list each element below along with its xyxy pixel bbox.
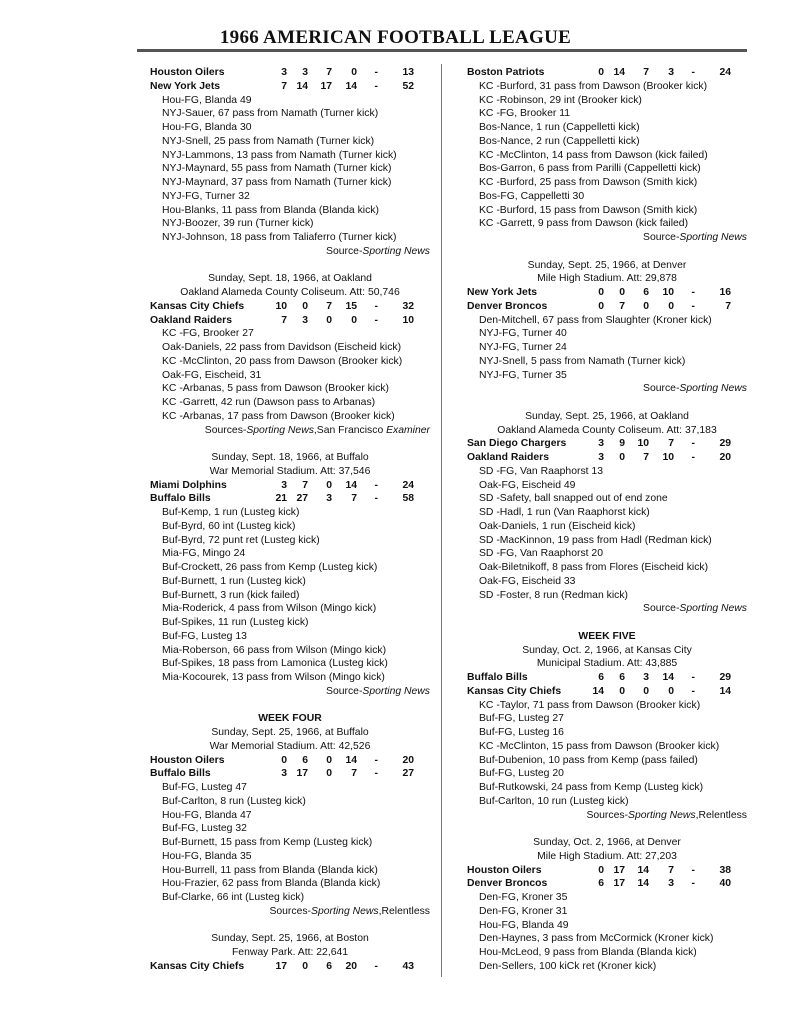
final-score: 43 [402,960,414,972]
scoring-play: KC -FG, Brooker 27 [162,328,254,340]
quarter-score: 3 [668,67,674,78]
team-name: Houston Oilers [150,67,225,78]
score-dash: - [374,960,378,972]
source-prefix: Source- [326,245,363,257]
spacer [467,396,747,410]
scoring-play: Buf-Burnett, 15 pass from Kemp (Lusteg kick) [162,837,373,848]
scoring-play: Buf-Carlton, 10 run (Lusteg kick) [479,795,629,807]
source-publication: Sporting News [679,383,747,395]
quarter-score: 0 [351,314,357,326]
quarter-score: 7 [668,864,674,876]
scoring-play: Hou-FG, Blanda 35 [162,850,252,862]
quarter-score: 3 [326,493,332,505]
scoring-play: Bos-Garron, 6 pass from Parilli (Cappelletti kick) [479,163,701,175]
team-name: Kansas City Chiefs [467,685,562,697]
quarter-score: 7 [326,67,332,78]
scoring-play: KC -Garrett, 9 pass from Dawson (kick failed) [479,218,689,230]
final-score: 16 [719,287,731,298]
quarter-score: 10 [637,438,649,450]
scoring-play: Oak-FG, Eischeid, 31 [162,369,262,381]
quarter-score: 3 [281,768,287,780]
game-info: Sunday, Sept. 25, 1966, at Boston [211,933,369,945]
team-name: Kansas City Chiefs [150,960,245,972]
source-note [467,231,747,245]
quarter-score: 3 [598,452,604,463]
quarter-score: 7 [619,300,625,312]
scoring-play: Mia-Kocourek, 13 pass from Wilson (Mingo kick) [162,672,385,683]
score-line [150,314,430,328]
scoring-play: KC -McClinton, 14 pass from Dawson (kick failed) [479,149,708,161]
final-score: 20 [402,754,414,766]
scoring-play: KC -Garrett, 42 run (Dawson pass to Arbanas) [162,397,376,408]
score-line [150,479,430,493]
scoring-play: Buf-Burnett, 3 run (kick failed) [162,589,300,601]
quarter-score: 15 [345,300,357,312]
team-name: Oakland Raiders [150,314,233,326]
quarter-score: 14 [345,754,357,766]
source-publication: Sporting News [679,232,747,243]
spacer [467,822,747,836]
score-line [467,451,747,465]
spacer [150,259,430,273]
game-info: Sunday, Sept. 25, 1966, at Oakland [525,410,689,422]
source-suffix: ,Relentless [378,905,430,917]
scoring-play: NYJ-FG, Turner 40 [479,328,567,340]
scoring-play: Buf-FG, Lusteg 32 [162,823,247,835]
source-prefix: Source- [643,383,680,395]
game-info: Fenway Park. Att: 22,641 [231,947,349,958]
quarter-score: 7 [351,493,357,505]
scoring-play: Hou-Burrell, 11 pass from Blanda (Blanda kick) [162,864,378,876]
scoring-play: Den-Mitchell, 67 pass from Slaughter (Kroner kick) [479,314,712,326]
quarter-score: 6 [326,960,332,972]
quarter-score: 14 [296,80,308,92]
quarter-score: 3 [643,672,649,683]
quarter-score: 14 [345,479,357,491]
quarter-score: 6 [598,878,604,890]
scoring-play: Hou-Frazier, 62 pass from Blanda (Blanda kick) [162,878,381,890]
quarter-score: 7 [643,452,649,463]
score-dash: - [691,438,695,450]
scoring-play: Mia-Roberson, 66 pass from Wilson (Mingo kick) [162,644,387,656]
scoring-play: KC -McClinton, 20 pass from Dawson (Brooker kick) [162,355,403,367]
source-publication: Sporting News [679,603,747,615]
source-prefix: Sources- [586,809,629,821]
team-name: Buffalo Bills [467,672,528,683]
team-name: Houston Oilers [467,864,542,876]
quarter-score: 0 [643,300,649,312]
quarter-score: 0 [598,300,604,312]
scoring-play: Buf-Crockett, 26 pass from Kemp (Lusteg kick) [162,562,378,573]
quarter-score: 6 [643,287,649,298]
quarter-score: 6 [302,754,308,766]
quarter-score: 7 [326,300,332,312]
source-prefix: Sources- [204,424,247,436]
source-note [467,602,747,616]
quarter-score: 14 [345,80,357,92]
quarter-score: 10 [275,300,287,312]
left-column [150,66,430,974]
spacer [150,919,430,933]
scoring-play: Buf-Byrd, 60 int (Lusteg kick) [162,520,296,532]
quarter-score: 3 [281,479,287,491]
score-line [150,492,430,506]
scoring-play: NYJ-Snell, 25 pass from Namath (Turner kick) [162,135,375,147]
scoring-play: KC -Robinson, 29 int (Brooker kick) [479,94,642,106]
source-note [467,809,747,823]
quarter-score: 6 [619,672,625,683]
scoring-play: NYJ-Maynard, 55 pass from Namath (Turner kick) [162,163,392,175]
quarter-score: 27 [296,493,308,505]
quarter-score: 0 [326,754,332,766]
score-dash: - [374,80,378,92]
score-dash: - [691,287,695,298]
scoring-play: Hou-Blanks, 11 pass from Blanda (Blanda kick) [162,204,379,216]
quarter-score: 0 [326,768,332,780]
score-line [150,767,430,781]
score-line [150,300,430,314]
scoring-play: Buf-FG, Lusteg 47 [162,782,247,793]
final-score: 40 [719,878,731,890]
week-heading: WEEK FOUR [258,713,322,725]
game-info: Oakland Alameda County Coliseum. Att: 37,183 [497,424,717,436]
source-prefix: Sources- [269,905,312,917]
quarter-score: 7 [302,479,308,491]
final-score: 24 [402,479,414,491]
final-score: 10 [402,314,414,326]
final-score: 32 [402,300,414,312]
score-dash: - [691,685,695,697]
game-info: Sunday, Sept. 25, 1966, at Buffalo [211,727,369,738]
scoring-play: Den-FG, Kroner 35 [479,892,568,903]
scoring-play: SD -MacKinnon, 19 pass from Hadl (Redman kick) [479,534,712,546]
scoring-play: NYJ-Sauer, 67 pass from Namath (Turner kick) [162,108,379,120]
quarter-score: 0 [619,452,625,463]
title-rule [137,49,747,52]
spacer [467,616,747,630]
final-score: 14 [719,685,731,697]
quarter-score: 21 [275,493,287,505]
quarter-score: 3 [668,878,674,890]
scoring-play: NYJ-Lammons, 13 pass from Namath (Turner kick) [162,149,397,161]
scoring-play: NYJ-FG, Turner 35 [479,369,567,381]
quarter-score: 7 [668,438,674,450]
quarter-score: 3 [281,67,287,78]
quarter-score: 10 [662,287,674,298]
scoring-play: Oak-FG, Eischeid 33 [479,575,576,587]
scoring-play: Hou-FG, Blanda 30 [162,122,252,133]
week-heading: WEEK FIVE [578,630,636,642]
scoring-play: Buf-Dubenion, 10 pass from Kemp (pass failed) [479,754,698,766]
source-note [150,905,430,919]
scoring-play: NYJ-Snell, 5 pass from Namath (Turner kick) [479,355,686,367]
score-dash: - [691,864,695,876]
team-name: Miami Dolphins [150,479,227,491]
source-note [150,685,430,699]
source-suffix: ,Relentless [695,809,747,821]
quarter-score: 17 [296,768,308,780]
quarter-score: 0 [668,685,674,697]
scoring-play: Bos-FG, Cappelletti 30 [479,190,585,202]
source-note [467,382,747,396]
final-score: 29 [719,438,731,450]
source-prefix: Source- [643,232,680,243]
final-score: 27 [402,768,414,780]
scoring-play: SD -Foster, 8 run (Redman kick) [479,589,628,601]
quarter-score: 17 [613,878,625,890]
scoring-play: Hou-McLeod, 9 pass from Blanda (Blanda kick) [479,947,697,958]
column-divider [441,64,442,977]
scoring-play: SD -Hadl, 1 run (Van Raaphorst kick) [479,507,650,518]
source-prefix: Source- [643,603,680,615]
source-note [150,424,430,438]
team-name: Boston Patriots [467,67,545,78]
quarter-score: 3 [302,67,308,78]
scoring-play: Oak-Daniels, 1 run (Eischeid kick) [479,520,636,532]
team-name: Buffalo Bills [150,493,211,505]
game-info: War Memorial Stadium. Att: 42,526 [209,740,371,752]
scoring-play: Den-Haynes, 3 pass from McCormick (Kroner kick) [479,933,714,945]
team-name: New York Jets [467,287,538,298]
scoring-play: Buf-Rutkowski, 24 pass from Kemp (Lusteg kick) [479,782,704,793]
quarter-score: 0 [351,67,357,78]
score-dash: - [374,67,378,78]
scoring-play: Bos-Nance, 1 run (Cappelletti kick) [479,122,640,133]
final-score: 52 [402,80,414,92]
quarter-score: 17 [613,864,625,876]
score-dash: - [691,878,695,890]
scoring-play: NYJ-FG, Turner 32 [162,190,250,202]
score-line [467,864,747,878]
scoring-play: Den-FG, Kroner 31 [479,905,568,917]
scoring-play: Mia-Roderick, 4 pass from Wilson (Mingo kick) [162,603,377,615]
team-name: Houston Oilers [150,754,225,766]
game-info: Sunday, Sept. 18, 1966, at Oakland [208,273,372,285]
quarter-score: 7 [643,67,649,78]
final-score: 29 [719,672,731,683]
quarter-score: 0 [619,287,625,298]
score-line [467,66,747,80]
scoring-play: Oak-Daniels, 22 pass from Davidson (Eischeid kick) [162,342,402,353]
scoring-play: KC -FG, Brooker 11 [479,108,571,120]
game-info: Sunday, Oct. 2, 1966, at Denver [533,837,681,848]
game-info: Municipal Stadium. Att: 43,885 [536,658,678,670]
scoring-play: KC -McClinton, 15 pass from Dawson (Brooker kick) [479,740,720,752]
source-suffix: ,San Francisco [313,424,387,436]
scoring-play: KC -Arbanas, 5 pass from Dawson (Brooker kick) [162,383,389,395]
team-name: Kansas City Chiefs [150,300,245,312]
source-prefix: Source- [326,685,363,697]
game-info: War Memorial Stadium. Att: 37,546 [209,465,371,477]
score-line [467,671,747,685]
scoring-play: Buf-Spikes, 11 run (Lusteg kick) [162,617,309,628]
score-dash: - [374,754,378,766]
score-dash: - [374,479,378,491]
scoring-play: KC -Arbanas, 17 pass from Dawson (Brooker kick) [162,410,395,422]
scoring-play: Buf-FG, Lusteg 27 [479,713,564,725]
quarter-score: 0 [326,479,332,491]
quarter-score: 7 [281,80,287,92]
scoring-play: Buf-FG, Lusteg 20 [479,768,564,780]
final-score: 7 [725,300,731,312]
quarter-score: 0 [281,754,287,766]
scoring-play: NYJ-Boozer, 39 run (Turner kick) [162,218,314,230]
score-line [467,685,747,699]
scoring-play: NYJ-FG, Turner 24 [479,342,567,353]
quarter-score: 10 [662,452,674,463]
scoring-play: Hou-FG, Blanda 49 [479,919,569,931]
team-name: New York Jets [150,80,221,92]
game-info: Sunday, Sept. 18, 1966, at Buffalo [211,452,369,463]
team-name: San Diego Chargers [467,438,567,450]
quarter-score: 0 [598,287,604,298]
score-line [150,80,430,94]
scoring-play: Buf-Byrd, 72 punt ret (Lusteg kick) [162,534,320,546]
quarter-score: 14 [637,878,649,890]
source-publication: Sporting News [246,424,314,436]
score-line [150,66,430,80]
scoring-play: Buf-Kemp, 1 run (Lusteg kick) [162,507,300,518]
quarter-score: 3 [598,438,604,450]
quarter-score: 0 [598,67,604,78]
quarter-score: 0 [619,685,625,697]
quarter-score: 6 [598,672,604,683]
scoring-play: Hou-FG, Blanda 47 [162,809,252,821]
game-info: Mile High Stadium. Att: 29,878 [537,273,677,285]
quarter-score: 0 [326,314,332,326]
source-publication: Sporting News [362,685,430,697]
scoring-play: Buf-Burnett, 1 run (Lusteg kick) [162,575,306,587]
scoring-play: Bos-Nance, 2 run (Cappelletti kick) [479,135,640,147]
score-dash: - [374,314,378,326]
game-info: Oakland Alameda County Coliseum. Att: 50,746 [180,287,400,298]
score-dash: - [374,493,378,505]
source-publication: Sporting News [311,905,379,917]
scoring-play: Buf-Clarke, 66 int (Lusteg kick) [162,892,305,903]
source-publication-2: Examiner [386,424,430,436]
quarter-score: 0 [668,300,674,312]
scoring-play: KC -Burford, 31 pass from Dawson (Brooker kick) [479,80,708,92]
scoring-play: Buf-Spikes, 18 pass from Lamonica (Lusteg kick) [162,658,388,670]
quarter-score: 7 [281,314,287,326]
final-score: 38 [719,864,731,876]
score-dash: - [691,672,695,683]
quarter-score: 17 [320,80,332,92]
quarter-score: 14 [592,685,604,697]
final-score: 13 [402,67,414,78]
quarter-score: 20 [345,960,357,972]
quarter-score: 14 [662,672,674,683]
quarter-score: 14 [613,67,625,78]
scoring-play: NYJ-Johnson, 18 pass from Taliaferro (Turner kick) [162,232,397,243]
score-line [467,877,747,891]
scoring-play: KC -Taylor, 71 pass from Dawson (Brooker kick) [479,699,701,711]
score-line [467,437,747,451]
quarter-score: 17 [275,960,287,972]
game-info: Mile High Stadium. Att: 27,203 [537,850,677,862]
quarter-score: 0 [643,685,649,697]
scoring-play: KC -Burford, 15 pass from Dawson (Smith kick) [479,204,698,216]
spacer [150,437,430,451]
score-dash: - [691,300,695,312]
score-line [467,286,747,300]
scoring-play: NYJ-Maynard, 37 pass from Namath (Turner kick) [162,177,392,188]
scoring-play: SD -Safety, ball snapped out of end zone [479,493,668,505]
game-info: Sunday, Sept. 25, 1966, at Denver [527,259,687,271]
team-name: Buffalo Bills [150,768,211,780]
score-dash: - [691,452,695,463]
quarter-score: 14 [637,864,649,876]
quarter-score: 9 [619,438,625,450]
scoring-play: KC -Burford, 25 pass from Dawson (Smith kick) [479,177,698,188]
quarter-score: 0 [302,960,308,972]
scoring-play: Mia-FG, Mingo 24 [162,548,246,560]
score-line [150,754,430,768]
scoring-play: Oak-FG, Eischeid 49 [479,479,576,491]
final-score: 20 [719,452,731,463]
score-dash: - [374,300,378,312]
final-score: 58 [402,493,414,505]
scoring-play: Buf-FG, Lusteg 16 [479,727,564,738]
team-name: Denver Broncos [467,878,548,890]
spacer [150,699,430,713]
team-name: Denver Broncos [467,300,548,312]
scoring-play: SD -FG, Van Raaphorst 13 [479,465,603,477]
quarter-score: 3 [302,314,308,326]
score-dash: - [691,67,695,78]
team-name: Oakland Raiders [467,452,550,463]
scoring-play: Oak-Biletnikoff, 8 pass from Flores (Eischeid kick) [479,562,709,573]
quarter-score: 0 [598,864,604,876]
spacer [467,245,747,259]
scoring-play: Hou-FG, Blanda 49 [162,94,252,106]
game-info: Sunday, Oct. 2, 1966, at Kansas City [522,644,692,656]
quarter-score: 7 [351,768,357,780]
source-note [150,245,430,259]
scoring-play: Buf-FG, Lusteg 13 [162,630,247,642]
source-publication: Sporting News [628,809,696,821]
right-column [467,66,747,974]
page-title: 1966 AMERICAN FOOTBALL LEAGUE [219,27,572,48]
quarter-score: 0 [302,300,308,312]
score-dash: - [374,768,378,780]
final-score: 24 [719,67,731,78]
scoring-play: Den-Sellers, 100 kiCk ret (Kroner kick) [479,960,657,972]
score-line [150,960,430,974]
source-publication: Sporting News [362,245,430,257]
scoring-play: Buf-Carlton, 8 run (Lusteg kick) [162,795,306,807]
score-line [467,300,747,314]
scoring-play: SD -FG, Van Raaphorst 20 [479,548,603,560]
